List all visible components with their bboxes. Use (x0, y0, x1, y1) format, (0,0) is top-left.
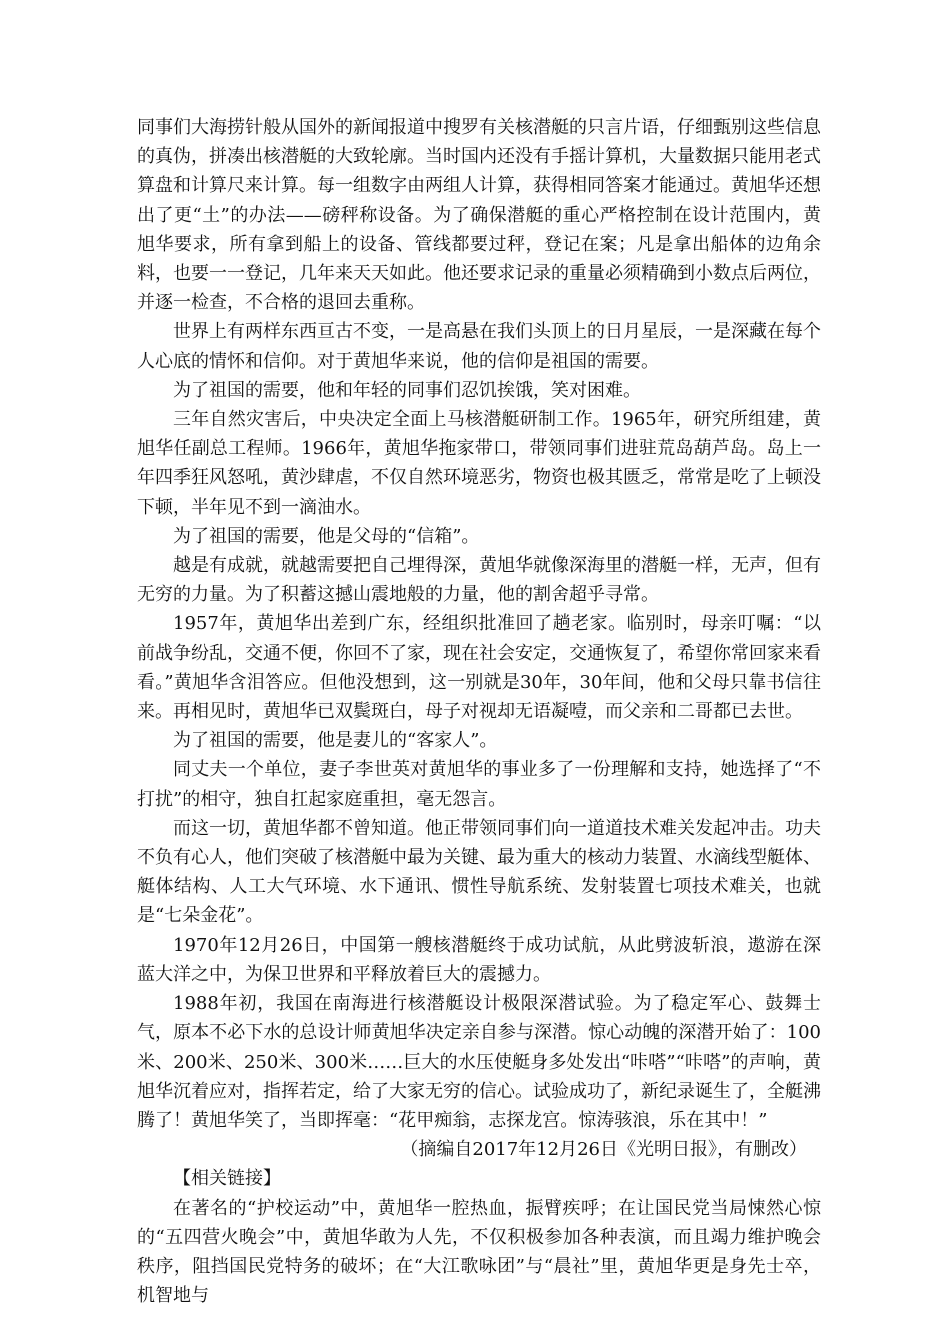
related-links-heading: 【相关链接】 (173, 1168, 281, 1190)
article-paragraph-2: 世界上有两样东西亘古不变，一是高悬在我们头顶上的日月星辰，一是深藏在每个人心底的情怀和信仰。对于黄旭华来说，他的信仰是祖国的需要。 (137, 321, 821, 372)
article-paragraph-6: 越是有成就，就越需要把自己埋得深，黄旭华就像深海里的潜艇一样，无声，但有无穷的力量。为了积蓄这撼山震地般的力量，他的割舍超乎寻常。 (137, 555, 821, 606)
article-paragraph-4: 三年自然灾害后，中央决定全面上马核潜艇研制工作。1965年，研究所组建，黄旭华任副总工程师。1966年，黄旭华拖家带口，带领同事们进驻荒岛葫芦岛。岛上一年四季狂风怒吼，黄沙肆虐，不仅自然环境恶劣，物资也极其匮乏，常常是吃了上顿没下顿，半年见不到一滴油水。 (137, 409, 821, 518)
related-paragraph-1: 在著名的“护校运动”中，黄旭华一腔热血，振臂疾呼；在让国民党当局悚然心惊的“五四营火晚会”中，黄旭华敢为人先，不仅积极参加各种表演，而且竭力维护晚会秩序，阻挡国民党特务的破坏；在“大江歌咏团”与“晨社”里，黄旭华更是身先士卒，机智地与 (137, 1197, 821, 1307)
article-paragraph-10: 而这一切，黄旭华都不曾知道。他正带领同事们向一道道技术难关发起冲击。功夫不负有心人，他们突破了核潜艇中最为关键、最为重大的核动力装置、水滴线型艇体、艇体结构、人工大气环境、水下通讯、惯性导航系统、发射装置七项技术难关，也就是“七朵金花”。 (137, 817, 821, 927)
article-paragraph-11: 1970年12月26日，中国第一艘核潜艇终于成功试航，从此劈波斩浪，遨游在深蓝大洋之中，为保卫世界和平释放着巨大的震撼力。 (137, 934, 821, 985)
article-paragraph-1: 同事们大海捞针般从国外的新闻报道中搜罗有关核潜艇的只言片语，仔细甄别这些信息的真伪，拼凑出核潜艇的大致轮廓。当时国内还没有手摇计算机，大量数据只能用老式算盘和计算尺来计算。每一组数字由两组人计算，获得相同答案才能通过。黄旭华还想出了更“土”的办法——磅秤称设备。为了确保潜艇的重心严格控制在设计范围内，黄旭华要求，所有拿到船上的设备、管线都要过秤，登记在案；凡是拿出船体的边角余料，也要一一登记，几年来天天如此。他还要求记录的重量必须精确到小数点后两位，并逐一检查，不合格的退回去重称。 (137, 117, 821, 314)
article-paragraph-7: 1957年，黄旭华出差到广东，经组织批准回了趟老家。临别时，母亲叮嘱：“以前战争纷乱，交通不便，你回不了家，现在社会安定，交通恢复了，希望你常回家来看看。”黄旭华含泪答应。但他没想到，这一别就是30年，30年间，他和父母只靠书信往来。再相见时，黄旭华已双鬓斑白，母子对视却无语凝噎，而父亲和二哥都已去世。 (137, 613, 821, 723)
article-paragraph-9: 同丈夫一个单位，妻子李世英对黄旭华的事业多了一份理解和支持，她选择了“不打扰”的相守，独自扛起家庭重担，毫无怨言。 (137, 759, 821, 810)
article-paragraph-3: 为了祖国的需要，他和年轻的同事们忍饥挨饿，笑对困难。 (173, 379, 641, 401)
document-page (137, 113, 821, 1310)
article-paragraph-12: 1988年初，我国在南海进行核潜艇设计极限深潜试验。为了稳定军心、鼓舞士气，原本不必下水的总设计师黄旭华决定亲自参与深潜。惊心动魄的深潜开始了：100米、200米、250米、300米……巨大的水压使艇身多处发出“咔嗒”“咔嗒”的声响，黄旭华沉着应对，指挥若定，给了大家无穷的信心。试验成功了，新纪录诞生了，全艇沸腾了！黄旭华笑了，当即挥毫：“花甲痴翁，志探龙宫。惊涛骇浪，乐在其中！” (137, 993, 821, 1131)
article-paragraph-5: 为了祖国的需要，他是父母的“信箱”。 (173, 525, 480, 547)
article-paragraph-8: 为了祖国的需要，他是妻儿的“客家人”。 (173, 730, 498, 752)
source-citation: （摘编自2017年12月26日《光明日报》，有删改） (400, 1139, 807, 1161)
